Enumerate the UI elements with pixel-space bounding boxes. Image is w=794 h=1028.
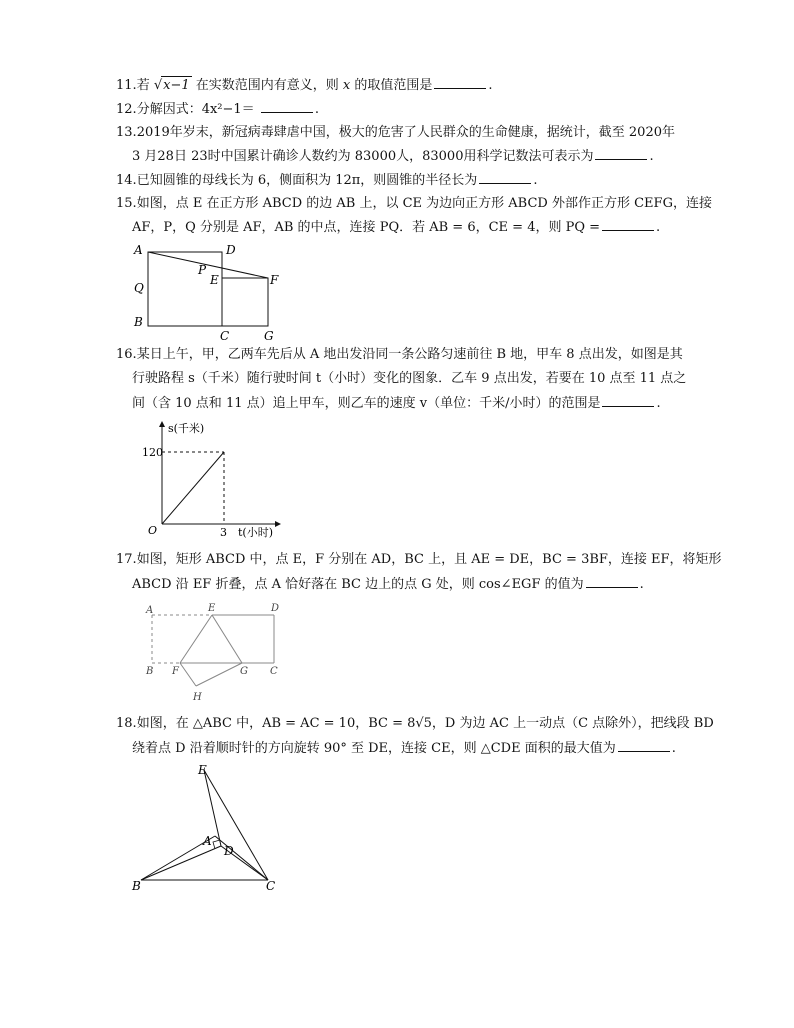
question-15-line2: AF，P，Q 分别是 AF，AB 的中点，连接 PQ．若 AB = 6，CE = 4，则 PQ = . — [132, 220, 661, 235]
label-E: E — [198, 763, 207, 777]
question-13: 13.2019年岁末，新冠病毒肆虐中国，极大的危害了人民群众的生命健康，据统计，截至 2020年 — [116, 125, 675, 140]
question-17: 17.如图，矩形 ABCD 中，点 E，F 分别在 AD，BC 上，且 AE = DE，BC = 3BF，连接 EF，将矩形 — [116, 552, 722, 567]
label-A: A — [203, 834, 212, 848]
question-16: 16.某日上午，甲，乙两车先后从 A 地出发沿同一条公路匀速前往 B 地，甲车 8 点出发，如图是其 — [116, 347, 683, 362]
y-tick-120: 120 — [142, 446, 163, 459]
label-E: E — [208, 603, 216, 614]
label-E: E — [210, 273, 219, 287]
x-tick-3: 3 — [220, 526, 227, 538]
question-13-line2: 3 月28日 23时中国累计确诊人数约为 83000人，83000用科学记数法可表示为 . — [132, 149, 654, 164]
figure-18 — [128, 760, 288, 894]
question-17-line2: ABCD 沿 EF 折叠，点 A 恰好落在 BC 边上的点 G 处，则 cos∠EGF 的值为 . — [132, 577, 644, 592]
question-12: 12.分解因式：4x²−1＝ . — [116, 102, 319, 117]
question-18: 18.如图，在 △ABC 中，AB = AC = 10，BC = 8√5，D 为边 AC 上一动点（C 点除外），把线段 BD — [116, 716, 714, 731]
answer-blank — [434, 76, 486, 89]
question-11: 11.若 √x−1 在实数范围内有意义，则 x 的取值范围是 . — [116, 78, 493, 93]
label-A: A — [146, 605, 154, 616]
label-D: D — [224, 844, 234, 858]
y-axis-label: s(千米) — [168, 422, 205, 435]
label-Q: Q — [134, 281, 144, 295]
label-B: B — [146, 666, 154, 677]
label-H: H — [193, 692, 202, 703]
answer-blank — [602, 218, 654, 231]
question-15: 15.如图，点 E 在正方形 ABCD 的边 AB 上，以 CE 为边向正方形 ABCD 外部作正方形 CEFG，连接 — [116, 196, 712, 211]
label-B: B — [134, 315, 143, 329]
label-F: F — [172, 666, 179, 677]
label-A: A — [134, 243, 143, 257]
question-16-line3: 间（含 10 点和 11 点）追上甲车，则乙车的速度 v（单位：千米/小时）的范围是 . — [132, 396, 661, 411]
label-C: C — [266, 879, 276, 893]
label-C: C — [270, 666, 278, 677]
question-18-line2: 绕着点 D 沿着顺时针的方向旋转 90° 至 DE，连接 CE，则 △CDE 面积的最大值为 . — [132, 741, 676, 756]
distance-line — [162, 452, 224, 524]
label-B: B — [132, 879, 141, 893]
label-G: G — [264, 329, 274, 343]
label-P: P — [198, 263, 207, 277]
question-14: 14.已知圆锥的母线长为 6，侧面积为 12π，则圆锥的半径长为 . — [116, 173, 538, 188]
answer-blank — [479, 171, 531, 184]
label-G: G — [240, 666, 248, 677]
figure-15 — [130, 240, 290, 344]
label-F: F — [270, 273, 279, 287]
answer-blank — [618, 739, 670, 752]
figure-17 — [140, 600, 290, 708]
figure-16-graph — [134, 416, 284, 538]
answer-blank — [595, 147, 647, 160]
answer-blank — [602, 394, 654, 407]
x-axis-label: t(小时) — [238, 526, 274, 538]
label-D: D — [271, 603, 280, 614]
question-16-line2: 行驶路程 s（千米）随行驶时间 t（小时）变化的图象．乙车 9 点出发，若要在 10 点至 11 点之 — [132, 371, 687, 386]
label-C: C — [220, 329, 230, 343]
answer-blank — [586, 575, 638, 588]
label-D: D — [226, 243, 236, 257]
answer-blank — [261, 100, 313, 113]
origin-label: O — [148, 524, 158, 537]
radicand: x−1 — [163, 78, 190, 93]
